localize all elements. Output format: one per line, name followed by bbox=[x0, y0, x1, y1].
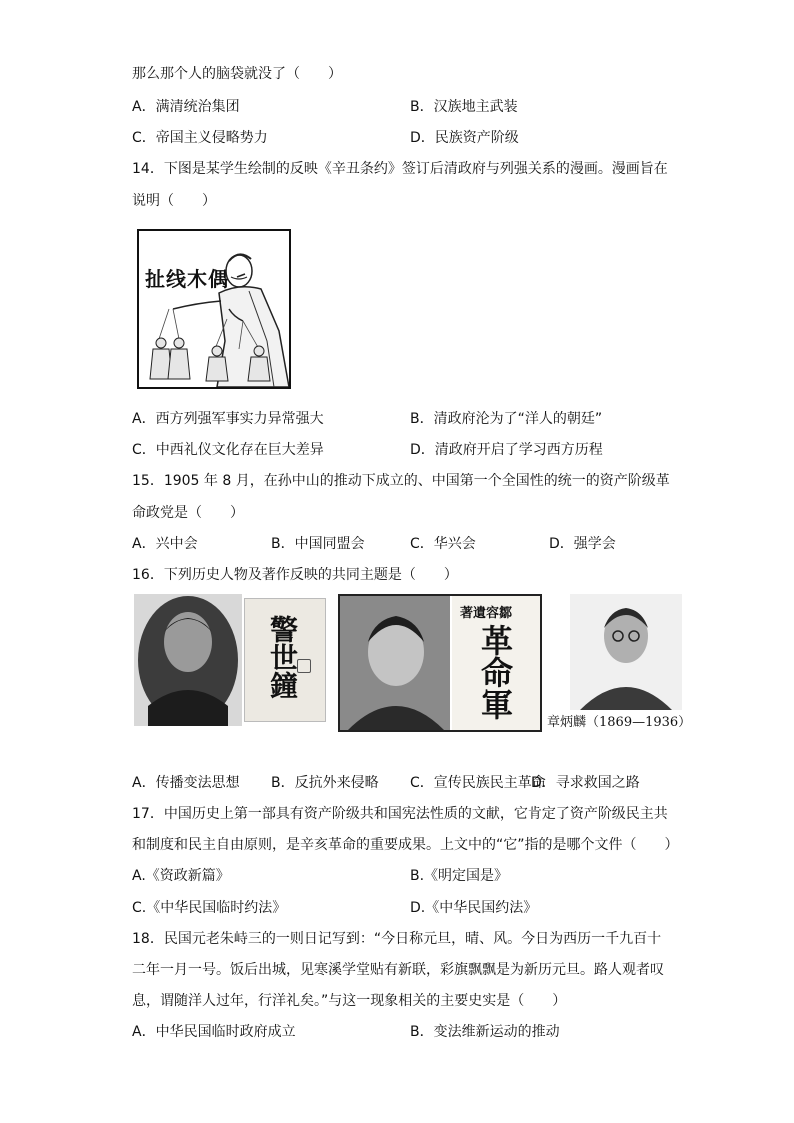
q15-stem-line2: 命政党是（ ） bbox=[132, 505, 244, 521]
book-cover-1 bbox=[244, 598, 326, 722]
q13-option-d: D．民族资产阶级 bbox=[410, 130, 519, 146]
q15-option-c: C．华兴会 bbox=[410, 536, 476, 552]
q18-stem-line1: 18．民国元老朱峙三的一则日记写到：“今日称元旦，晴、风。今日为西历一千九百十 bbox=[132, 931, 662, 947]
q14-stem-line1: 14．下图是某学生绘制的反映《辛丑条约》签订后清政府与列强关系的漫画。漫画旨在 bbox=[132, 161, 668, 177]
q16-stem: 16．下列历史人物及著作反映的共同主题是（ ） bbox=[132, 567, 458, 583]
puppeteer-drawing bbox=[139, 231, 289, 387]
q16-option-c: C．宣传民族民主革命 bbox=[410, 775, 546, 791]
q13-stem-tail: 那么那个人的脑袋就没了（ ） bbox=[132, 66, 342, 82]
q17-option-b: B.《明定国是》 bbox=[410, 868, 509, 884]
book-1-title: 警世鐘 bbox=[266, 615, 299, 699]
q15-option-b: B．中国同盟会 bbox=[271, 536, 365, 552]
q16-option-d: D．寻求救国之路 bbox=[531, 775, 640, 791]
chen-tianhua-portrait-and-book bbox=[134, 594, 329, 726]
q16-option-b: B．反抗外来侵略 bbox=[271, 775, 379, 791]
q14-option-a: A．西方列强军事实力异常强大 bbox=[132, 411, 324, 427]
q15-option-a: A．兴中会 bbox=[132, 536, 198, 552]
book-cover-2 bbox=[452, 596, 540, 730]
portrait-photo-2 bbox=[340, 596, 450, 730]
book-2-title: 革命軍 bbox=[476, 624, 514, 720]
q15-option-d: D．强学会 bbox=[549, 536, 616, 552]
q14-option-c: C．中西礼仪文化存在巨大差异 bbox=[132, 442, 324, 458]
q16-option-a: A．传播变法思想 bbox=[132, 775, 240, 791]
cartoon-caption: 扯线木偶 bbox=[145, 267, 229, 291]
q17-stem-line1: 17．中国历史上第一部具有资产阶级共和国宪法性质的文献，它肯定了资产阶级民主共 bbox=[132, 806, 668, 822]
puppet-cartoon bbox=[137, 229, 291, 389]
q15-stem-line1: 15．1905 年 8 月，在孙中山的推动下成立的、中国第一个全国性的统一的资产阶级革 bbox=[132, 473, 670, 489]
portrait-photo-3 bbox=[550, 594, 698, 710]
seal-icon bbox=[297, 659, 311, 673]
q14-option-d: D．清政府开启了学习西方历程 bbox=[410, 442, 603, 458]
q13-option-a: A．满清统治集团 bbox=[132, 99, 240, 115]
q14-stem-line2: 说明（ ） bbox=[132, 193, 216, 209]
q17-option-d: D.《中华民国约法》 bbox=[410, 900, 538, 916]
q17-option-a: A.《资政新篇》 bbox=[132, 868, 230, 884]
q13-option-b: B．汉族地主武装 bbox=[410, 99, 518, 115]
q18-stem-line2: 二年一月一号。饭后出城，见寒溪学堂贴有新联，彩旗飘飘是为新历元旦。路人观者叹 bbox=[132, 962, 664, 978]
q18-stem-line3: 息，谓随洋人过年，行洋礼矣。”与这一现象相关的主要史实是（ ） bbox=[132, 993, 567, 1009]
book-2-author: 著遺容鄒 bbox=[460, 606, 513, 621]
photo-3-caption: 章炳麟（1869—1936） bbox=[547, 715, 692, 730]
q17-stem-line2: 和制度和民主自由原则，是辛亥革命的重要成果。上文中的“它”指的是哪个文件（ ） bbox=[132, 837, 679, 853]
q13-option-c: C．帝国主义侵略势力 bbox=[132, 130, 268, 146]
q17-option-c: C.《中华民国临时约法》 bbox=[132, 900, 287, 916]
zou-rong-portrait-and-book bbox=[338, 594, 542, 732]
q18-option-a: A．中华民国临时政府成立 bbox=[132, 1024, 296, 1040]
q18-option-b: B．变法维新运动的推动 bbox=[410, 1024, 560, 1040]
q14-option-b: B．清政府沦为了“洋人的朝廷” bbox=[410, 411, 603, 427]
